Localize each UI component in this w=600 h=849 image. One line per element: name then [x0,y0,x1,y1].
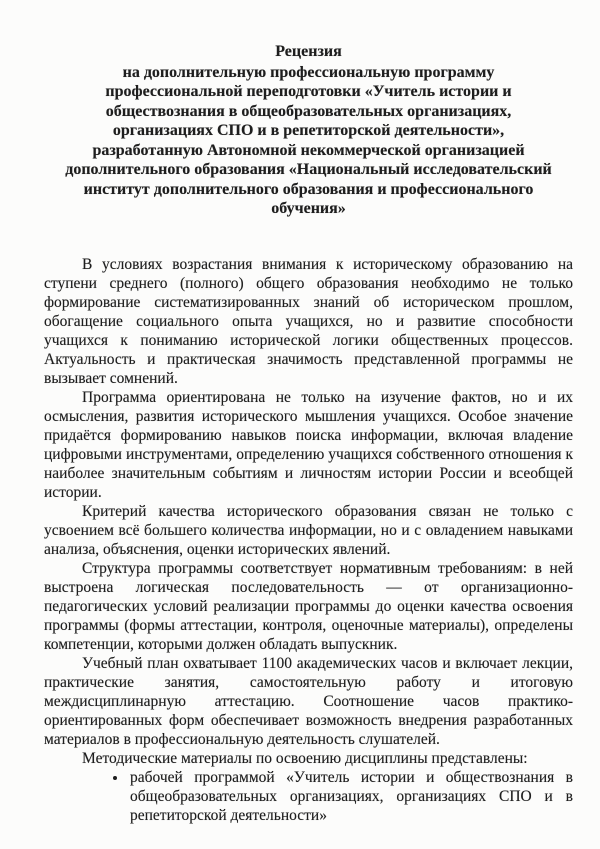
document-body [44,255,573,825]
document-heading [44,42,573,219]
document-title: Рецензия [275,43,342,60]
paragraph-curriculum-hours: Учебный план охватывает 1100 академических часов и включает лекции, практические занятия, самостоятельную работу и итоговую междисциплинарную аттестацию. Соотношение часов практико-ориентированных форм обеспечивает возможность внедрения разработанных материалов в профессиональную деятельность слушателей. [44,654,573,748]
paragraph-program-structure: Структура программы соответствует нормативным требованиям: в ней выстроена логическая последовательность — от организационно-педагогических условий реализации программы до оценки качества освоения программы (формы аттестации, контроля, оценочные материалы), определены компетенции, которыми должен обладать выпускник. [44,559,573,653]
paragraph-methodical-materials-intro: Методические материалы по освоению дисциплины представлены: [82,749,528,767]
paragraph-relevance: В условиях возрастания внимания к историческому образованию на ступени среднего (полного) общего образования необходимо не только формирование систематизированных знаний об историческом прошлом, обогащение социального опыта учащихся, но и развитие способности учащихся к пониманию исторической логики общественных процессов. Актуальность и практическая значимость представленной программы не вызывает сомнений. [44,255,573,387]
paragraph-program-orientation: Программа ориентирована не только на изучение фактов, но и их осмысления, развития исторического мышления учащихся. Особое значение придаётся формированию навыков поиска информации, включая владение цифровыми инструментами, определению учащихся собственного отношения к наиболее значительным событиям и личностям истории России и всеобщей истории. [44,388,573,501]
document-subtitle: на дополнительную профессиональную программу профессиональной переподготовки «Учитель истории и обществознания в общеобразовательных организациях, организациях СПО и в репетиторской деятельности», разработанную Автономной некоммерческой организацией дополнительного образования «Национальный исследовательский институт дополнительного образования и профессионального обучения» [65,63,552,217]
list-item-work-program: • рабочей программой «Учитель истории и обществознания в общеобразовательных организациях, организациях СПО и в репетиторской деятельности» [128,768,573,825]
methodical-materials-list [44,768,573,825]
paragraph-quality-criterion: Критерий качества исторического образования связан не только с усвоением всё большего количества информации, но и с овладением навыками анализа, объяснения, оценки исторических явлений. [44,502,573,558]
